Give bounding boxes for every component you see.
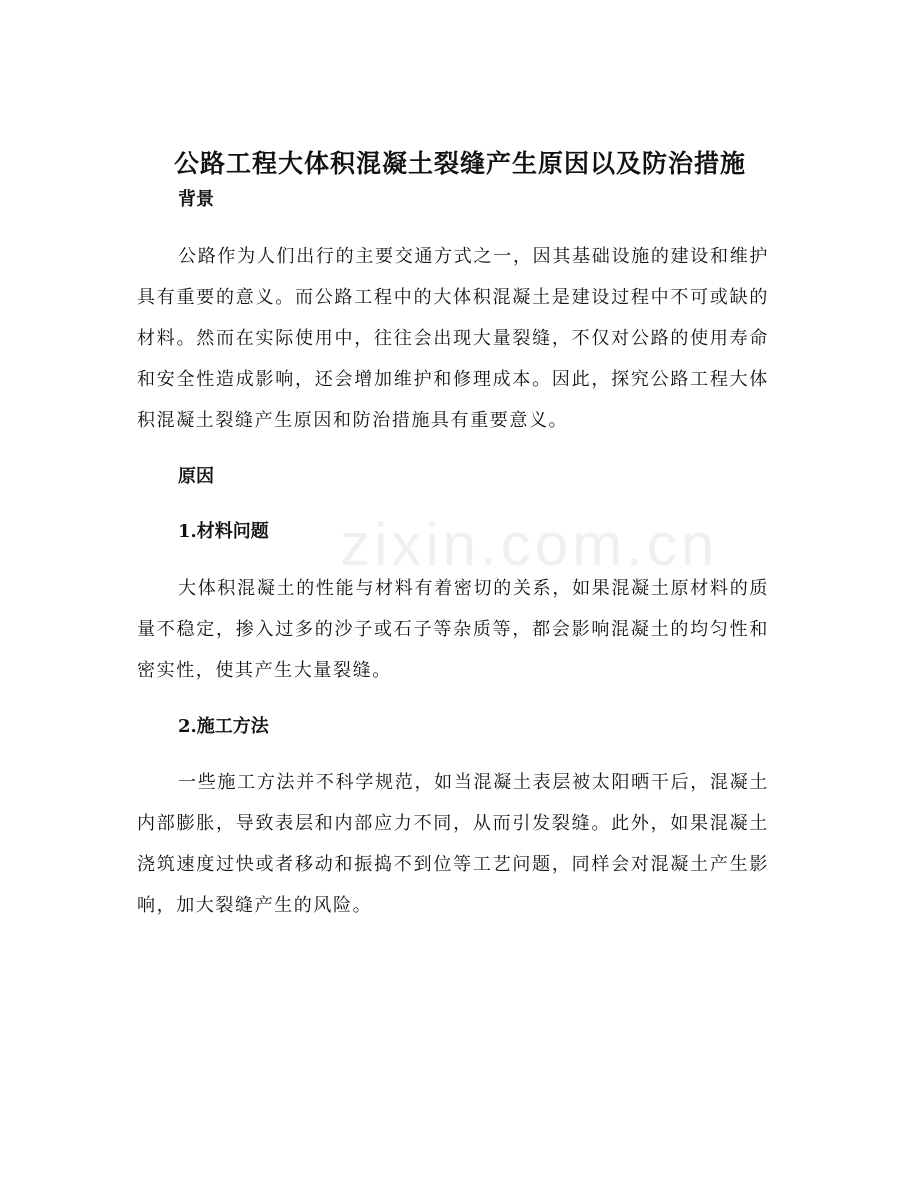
section-paragraph-construction: 一些施工方法并不科学规范，如当混凝土表层被太阳晒干后，混凝土内部膨胀，导致表层和内部应力不同，从而引发裂缝。此外，如果混凝土浇筑速度过快或者移动和振捣不到位等工艺问题，同样会对混凝土产生影响，加大裂缝产生的风险。	[137, 772, 769, 916]
section-heading-background: 背景	[178, 189, 214, 210]
section-heading-construction: 2.施工方法	[178, 716, 269, 737]
watermark: zixin.com.cn	[340, 511, 719, 578]
section-paragraph-material: 大体积混凝土的性能与材料有着密切的关系，如果混凝土原材料的质量不稳定，掺入过多的沙子或石子等杂质等，都会影响混凝土的均匀性和密实性，使其产生大量裂缝。	[137, 578, 769, 681]
section-paragraph-background: 公路作为人们出行的主要交通方式之一，因其基础设施的建设和维护具有重要的意义。而公路工程中的大体积混凝土是建设过程中不可或缺的材料。然而在实际使用中，往往会出现大量裂缝，不仅对公路的使用寿命和安全性造成影响，还会增加维护和修理成本。因此，探究公路工程大体积混凝土裂缝产生原因和防治措施具有重要意义。	[137, 246, 769, 431]
section-heading-causes: 原因	[178, 466, 214, 487]
document-title: 公路工程大体积混凝土裂缝产生原因以及防治措施	[173, 149, 746, 178]
section-heading-material: 1.材料问题	[178, 521, 269, 542]
